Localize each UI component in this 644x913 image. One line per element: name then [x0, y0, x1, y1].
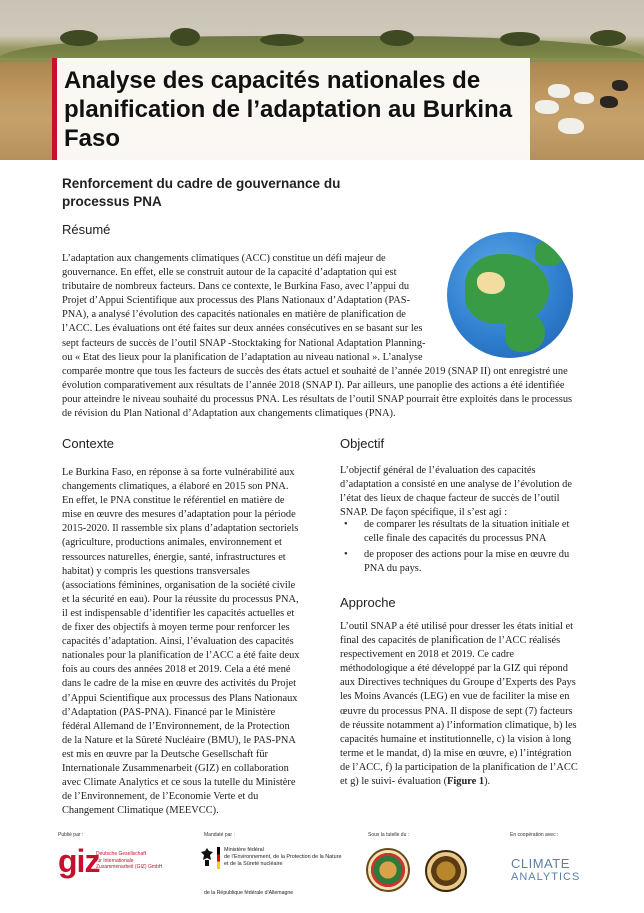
subtitle: Renforcement du cadre de gouvernance du processus PNA [62, 176, 341, 209]
text-line: tributaire de nombreux facteurs. Dans ce contexte, le Burkina Faso, avec l’appui du [62, 281, 410, 293]
bmu-logo-text [224, 847, 344, 867]
text-line: l’état des lieux de chaque facteur de succès de l’outil [340, 493, 560, 505]
text-line: Ministère fédéral [224, 847, 264, 853]
text-line: de l’Environnement, de la Protection de la Nature [224, 853, 342, 860]
text-line: Internationale Zusammenarbeit (GIZ) en collaboration [62, 762, 289, 774]
objectif-bullet-list [340, 518, 590, 578]
page-title: Analyse des capacités nationales de planification de l’adaptation au Burkina Faso [64, 67, 513, 152]
tree [380, 30, 414, 46]
burkina-faso-highlight [477, 272, 505, 294]
text-line: changements climatiques, a élaboré en 2015 son PNA. [62, 481, 289, 493]
text-line: nationales pour la planification de l’ACC a été faite deux [62, 650, 300, 662]
globe-africa-image [447, 232, 573, 358]
text-span: et g) le suivi- évaluation ( [340, 776, 448, 788]
tree [500, 32, 540, 46]
contexte-paragraph [62, 466, 324, 818]
title-box [52, 58, 530, 160]
text-line: d’adaptation a consisté en une analyse de l’évolution de [340, 479, 572, 491]
text-line: • de proposer des actions pour la mise en œuvre du [364, 549, 570, 561]
text-line: avec Climate Analytics et ce sous la tutelle du Ministère [62, 777, 296, 789]
contexte-heading: Contexte [62, 436, 115, 451]
text-line: (agriculture, productions animales, environnement et [62, 537, 282, 549]
text-line: ou « Etat des lieux pour la planification de l’adaptation au niveau national ». L’analyse [62, 351, 423, 363]
climate-analytics-logo [511, 857, 591, 883]
goat [558, 118, 584, 134]
text-line: (associations féminines, organisation de la société civile [62, 579, 296, 591]
text-line: capacités d’adaptation. Ainsi, l’évaluation des capacités [62, 636, 294, 648]
resume-heading: Résumé [62, 222, 111, 237]
text-line: PNA du pays. [364, 563, 422, 575]
bmu-subtext: de la République fédérale d’Allemagne [204, 890, 294, 896]
objectif-paragraph [340, 464, 602, 520]
text-line: de l’Environnement, de l’Economie Verte et du [62, 791, 259, 803]
text-line: L’outil SNAP a été utilisé pour dresser les états initial et [340, 621, 573, 632]
text-line: für Internationale [96, 857, 134, 864]
tree [170, 28, 200, 46]
text-line: comparée montre que tous les facteurs de succès des états actuel et souhaité de l’année 2019 (SNAP II) ont enregistré une [62, 366, 568, 377]
federal-eagle-icon [200, 846, 214, 868]
tree [590, 30, 626, 46]
text-line: les Moins Avancés (LEG) en vue de faciliter la mise en [340, 691, 570, 703]
resume-paragraph-wrapped [62, 252, 442, 365]
title-accent-bar [52, 58, 57, 160]
text-line: aux Directives techniques du Groupe d’Experts des Pays [340, 677, 576, 689]
text-line: fédéral Allemand de l’Environnement, de la Protection [62, 720, 290, 732]
text-line: respectivement en 2018 et 2019. Ce cadre [340, 649, 514, 661]
text-line: final des capacités de planification de l’ACC réalisés [340, 635, 561, 647]
text-line: pour atteindre le niveau souhaité du processus PNA. Les résultats de l’outil SNAP pourrait être exploités dans le processus [62, 394, 573, 406]
text-line: il est indispensable d’identifier les capacités actuelles et [62, 607, 295, 619]
text-line: terme et le mandat, d) la mise en œuvre, e) l’intégration [340, 747, 572, 759]
text-line: Projet d’Appui Scientifique aux processus des Plans Nationaux d’Adaptation (PAS- [62, 295, 410, 307]
africa-land [505, 312, 545, 352]
tree [260, 34, 304, 46]
text-line: de la Nature et la Sûreté Nucléaire (BMU), le PAS-PNA [62, 734, 296, 746]
text-line: L’objectif général de l’évaluation des capacités [340, 465, 536, 476]
giz-logo-subtext [96, 851, 176, 871]
text-line: celle finale des capacités du processus PNA [364, 533, 547, 545]
text-line: est mis en œuvre par la Deutsche Gesellschaft für [62, 748, 269, 760]
text-line: Le Burkina Faso, en réponse à sa forte vulnérabilité aux [62, 467, 295, 478]
text-line: dans le cadre de la mise en œuvre des activités du Projet [62, 678, 296, 690]
footer-label-cooperation: En coopération avec : [510, 832, 559, 838]
africa-land [465, 254, 549, 324]
text-line: de fixer des objectifs à moyen terme pour renforcer les [62, 622, 290, 634]
figure-reference: Figure 1 [447, 776, 485, 788]
text-line: de révision du Plan National d’Adaptation aux changements climatiques (PNA). [62, 408, 396, 420]
ministry-seal-logo [366, 848, 410, 892]
text-line: œuvre du processus PNA. Il dispose de sept (7) facteurs [340, 705, 573, 717]
footer-label-tutelle: Sous la tutelle du : [368, 832, 410, 838]
list-item [340, 518, 590, 546]
text-line: 2015-2020. Il rassemble six plans d’adaptation sectoriels [62, 523, 299, 535]
list-item [340, 548, 590, 576]
approche-paragraph [340, 620, 602, 789]
text-line: PNA), a analysé l’évolution des capacités nationales en matière de planification de [62, 309, 406, 321]
footer-label-publie: Publié par : [58, 832, 84, 838]
text-span: ). [484, 776, 491, 788]
goat [574, 92, 594, 104]
goat [535, 100, 559, 114]
text-line: l’ACC. Les évaluations ont été faites sur deux années consécutives en se basant sur les [62, 323, 423, 335]
text-line: méthodologique a été développé par la GIZ qui répond [340, 663, 568, 675]
text-line: habitat) y compris les questions transversales [62, 565, 250, 577]
text-line: gouvernance. En effet, elle se construit autour de la capacité d’adaptation qui est [62, 267, 397, 279]
goat [612, 80, 628, 91]
partner-seal-logo [425, 850, 467, 892]
text-line: de réussite notamment a) l’information climatique, b) les [340, 719, 577, 731]
text-line: et la sécurité en eau). Pour la réussite du processus PNA, [62, 593, 299, 605]
tree [60, 30, 98, 46]
text-line-last [340, 775, 602, 789]
text-line: SNAP. De façon spécifique, il s’est agi : [340, 507, 508, 519]
german-flag-icon [217, 847, 220, 869]
footer-label-mandat: Mandaté par : [204, 832, 235, 838]
text-line: d’Appui Scientifique aux processus des Plans Nationaux [62, 692, 298, 704]
text-line: L’adaptation aux changements climatiques (ACC) constitue un défi majeur de [62, 253, 386, 264]
text-line: et de la Sûreté nucléaire [224, 860, 283, 867]
text-line: Deutsche Gesellschaft [96, 851, 147, 857]
text-line: En effet, le PNA constitue le référentiel en matière de [62, 495, 285, 507]
objectif-heading: Objectif [340, 436, 385, 451]
text-line: mise en œuvre des mesures d’adaptation pour la période [62, 509, 296, 521]
goat [548, 84, 570, 98]
goat [600, 96, 618, 108]
text-line: sept facteurs de succès de l’outil SNAP -Stocktaking for National Adaptation Planning- [62, 337, 426, 349]
approche-heading: Approche [340, 595, 396, 610]
text-line: fois au cours des années 2018 et 2019. Cela a été mené [62, 664, 291, 676]
resume-paragraph-full [62, 365, 607, 421]
text-line: de l’ACC, f) la participation de la planification de l’ACC [340, 761, 578, 773]
text-line: ressources naturelles, énergie, santé, infrastructures et [62, 551, 286, 563]
text-line: d’Adaptation (PAS-PNA). Financé par le Ministère [62, 706, 276, 718]
text-line: Changement Climatique (MEEVCC). [62, 805, 219, 817]
land [535, 240, 565, 266]
text-line: Zusammenarbeit (GIZ) GmbH [96, 864, 163, 870]
giz-logo: giz [58, 843, 100, 879]
text-line: capacités humaine et institutionnelle, c) la vision à long [340, 733, 572, 745]
text-line: • de comparer les résultats de la situation initiale et [364, 519, 570, 530]
text-line: évolution comparativement aux résultats de l’année 2018 (SNAP I). Par ailleurs, une panoplie des actions a été identifiée [62, 380, 565, 392]
logo-line-2: ANALYTICS [511, 871, 581, 883]
logo-line-1: CLIMATE [511, 856, 570, 871]
